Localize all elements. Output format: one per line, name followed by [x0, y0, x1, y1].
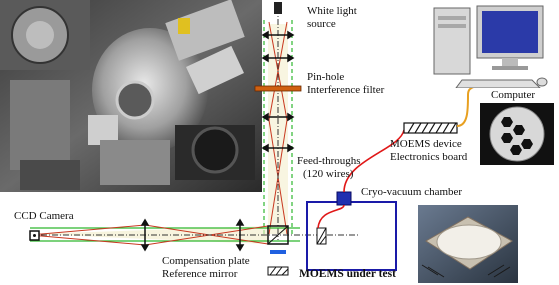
cryo-chamber-label: Cryo-vacuum chamber — [361, 186, 463, 198]
moems-under-test-label: MOEMS under test — [299, 268, 396, 280]
interference-filter-icon — [255, 86, 301, 91]
compensation-reference-label: Compensation plate Reference mirror — [162, 255, 250, 280]
light-source-icon — [274, 2, 282, 14]
feedthrough-connector-icon — [337, 192, 351, 205]
moems-wafer-photo — [418, 205, 518, 283]
usb-cable — [457, 86, 476, 126]
computer-icon — [432, 2, 550, 88]
computer-label: Computer — [491, 89, 535, 101]
white-light-source-label: White light source — [307, 5, 357, 30]
wire-internal — [318, 205, 344, 228]
ccd-camera-label: CCD Camera — [14, 210, 74, 222]
moems-electronics-label: MOEMS device Electronics board — [390, 138, 468, 163]
feedthroughs-label: Feed-throughs (120 wires) — [297, 155, 361, 180]
compensation-plate-icon — [270, 250, 286, 254]
pinhole-filter-label: Pin-hole Interference filter — [307, 71, 385, 96]
micromirror-array-photo — [480, 103, 554, 165]
